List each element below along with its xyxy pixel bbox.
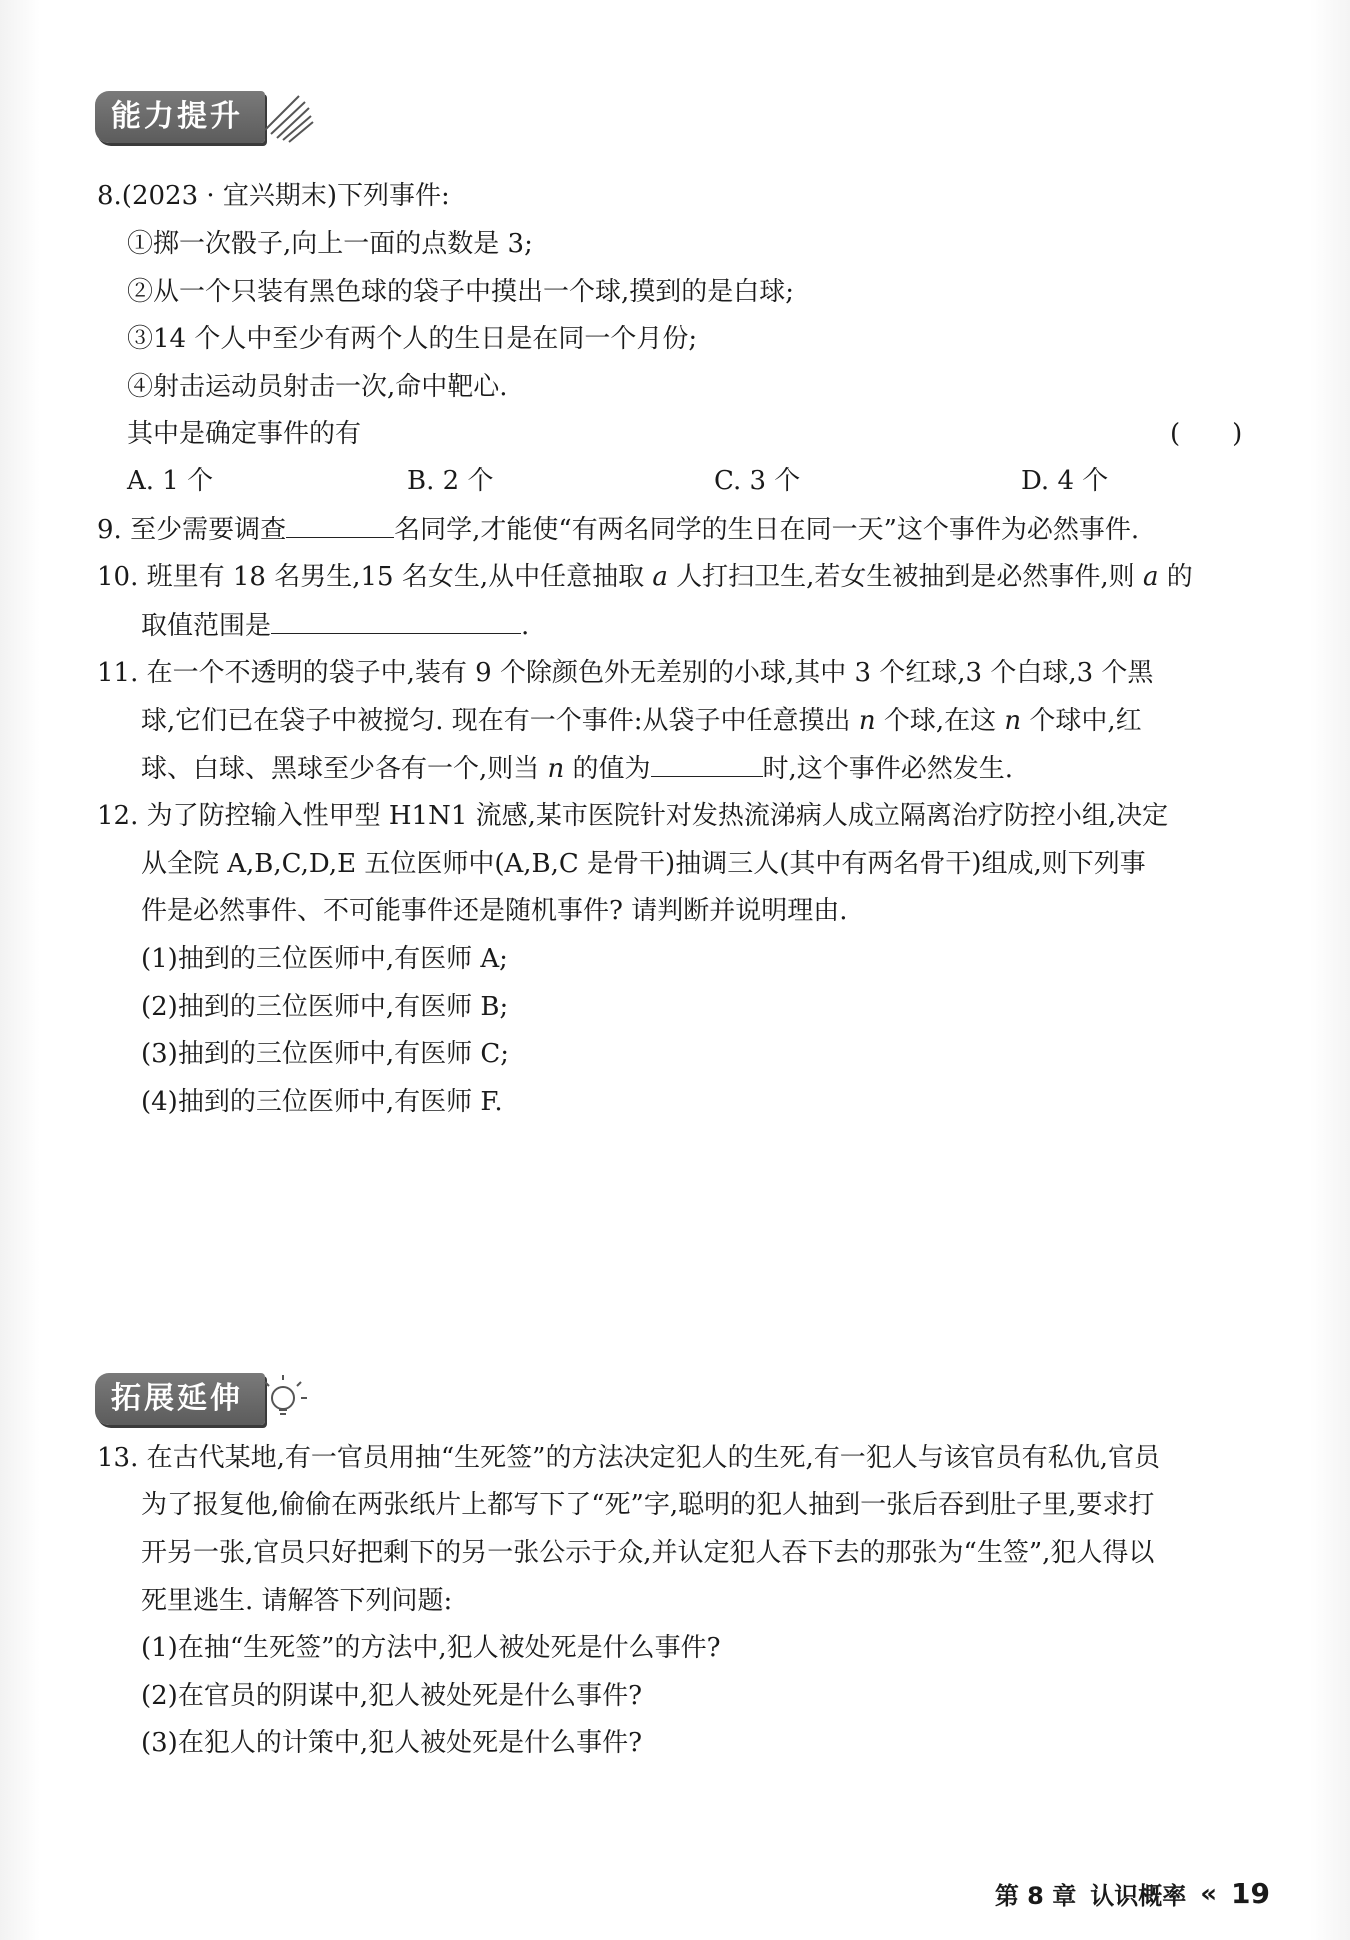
page-number: 19 — [1231, 1877, 1270, 1910]
chapter-label: 第 8 章 — [994, 1882, 1077, 1910]
q11-blank — [651, 750, 763, 777]
section-title-ability: 能力提升 — [95, 91, 265, 143]
q8-item-2: ②从一个只装有黑色球的袋子中摸出一个球,摸到的是白球; — [127, 277, 795, 307]
q9-text-post: 名同学,才能使“有两名同学的生日在同一天”这个事件为必然事件. — [394, 515, 1140, 545]
q10-text-pre: 10. 班里有 18 名男生,15 名女生,从中任意抽取 — [97, 562, 653, 592]
q11-text-b: 个球,在这 — [875, 706, 1005, 736]
page-footer — [995, 1876, 1270, 1911]
section-title-extension: 拓展延伸 — [95, 1373, 265, 1425]
q8-choice-c: C. 3 个 — [714, 466, 801, 496]
q12-sub-3: (3)抽到的三位医师中,有医师 C; — [141, 1039, 510, 1069]
q9-blank — [286, 511, 394, 538]
q11-line-1: 11. 在一个不透明的袋子中,装有 9 个除颜色外无差别的小球,其中 3 个红球,3 个白球,3 个黑 — [97, 658, 1154, 688]
q11-text-e: 的值为 — [564, 754, 651, 784]
q11-text-f: 时,这个事件必然发生. — [762, 754, 1014, 784]
q12-sub-2: (2)抽到的三位医师中,有医师 B; — [141, 992, 509, 1022]
q11-var-n-2: n — [1004, 706, 1022, 736]
q11-line-2 — [141, 703, 1142, 739]
q12-sub-1: (1)抽到的三位医师中,有医师 A; — [141, 944, 508, 974]
q10-text-post: 的 — [1158, 562, 1193, 592]
q8-item-4: ④射击运动员射击一次,命中靶心. — [127, 372, 508, 402]
q8-item-1: ①掷一次骰子,向上一面的点数是 3; — [127, 229, 533, 259]
q8-choice-d: D. 4 个 — [1021, 466, 1109, 496]
q10-range-label: 取值范围是 — [141, 611, 272, 641]
q10-var-a: a — [652, 562, 668, 592]
q10-period: . — [521, 611, 530, 641]
q13-line-4: 死里逃生. 请解答下列问题: — [141, 1586, 453, 1616]
q10-line-1 — [97, 559, 1193, 595]
q11-text-a: 球,它们已在袋子中被搅匀. 现在有一个事件:从袋子中任意摸出 — [141, 706, 859, 736]
q9-line — [97, 511, 1139, 548]
section-banner-extension — [95, 1372, 315, 1426]
q13-sub-2: (2)在官员的阴谋中,犯人被处死是什么事件? — [141, 1681, 643, 1711]
q13-line-3: 开另一张,官员只好把剩下的另一张公示于众,并认定犯人吞下去的那张为“生签”,犯人得以 — [141, 1538, 1155, 1568]
q8-stem: 8.(2023 · 宜兴期末)下列事件: — [97, 181, 450, 211]
q8-item-3: ③14 个人中至少有两个人的生日是在同一个月份; — [127, 324, 698, 354]
q11-var-n-3: n — [547, 754, 565, 784]
q10-line-2 — [141, 607, 529, 644]
sparkle-lines-icon — [259, 90, 315, 144]
q10-var-a-2: a — [1142, 562, 1159, 592]
q13-sub-1: (1)在抽“生死签”的方法中,犯人被处死是什么事件? — [141, 1633, 721, 1663]
q11-text-d: 球、白球、黑球至少各有一个,则当 — [141, 754, 548, 784]
q8-answer-paren: ( ) — [1170, 419, 1243, 449]
q12-line-3: 件是必然事件、不可能事件还是随机事件? 请判断并说明理由. — [141, 896, 848, 926]
q13-line-1: 13. 在古代某地,有一官员用抽“生死签”的方法决定犯人的生死,有一犯人与该官员有私仇,官员 — [97, 1443, 1160, 1473]
section-banner-ability — [95, 90, 315, 144]
q10-text-mid: 人打扫卫生,若女生被抽到是必然事件,则 — [667, 562, 1143, 592]
q10-blank — [271, 607, 521, 634]
q12-sub-4: (4)抽到的三位医师中,有医师 F. — [141, 1087, 503, 1117]
q11-line-3 — [141, 750, 1013, 787]
q13-sub-3: (3)在犯人的计策中,犯人被处死是什么事件? — [141, 1728, 643, 1758]
q8-choice-b: B. 2 个 — [407, 466, 494, 496]
q11-var-n: n — [858, 706, 876, 736]
double-chevron-left-icon: « — [1200, 1878, 1218, 1909]
q13-line-2: 为了报复他,偷偷在两张纸片上都写下了“死”字,聪明的犯人抽到一张后吞到肚子里,要求打 — [141, 1490, 1155, 1520]
q11-text-c: 个球中,红 — [1021, 706, 1142, 736]
lightbulb-icon — [259, 1372, 315, 1426]
q12-line-1: 12. 为了防控输入性甲型 H1N1 流感,某市医院针对发热流涕病人成立隔离治疗防控小组,决定 — [97, 801, 1169, 831]
q8-ask: 其中是确定事件的有 — [127, 419, 362, 449]
q8-choice-a: A. 1 个 — [127, 466, 214, 496]
q12-line-2: 从全院 A,B,C,D,E 五位医师中(A,B,C 是骨干)抽调三人(其中有两名骨干)组成,则下列事 — [141, 849, 1146, 879]
q9-text-pre: 9. 至少需要调查 — [97, 515, 287, 545]
chapter-title: 认识概率 — [1090, 1882, 1187, 1910]
